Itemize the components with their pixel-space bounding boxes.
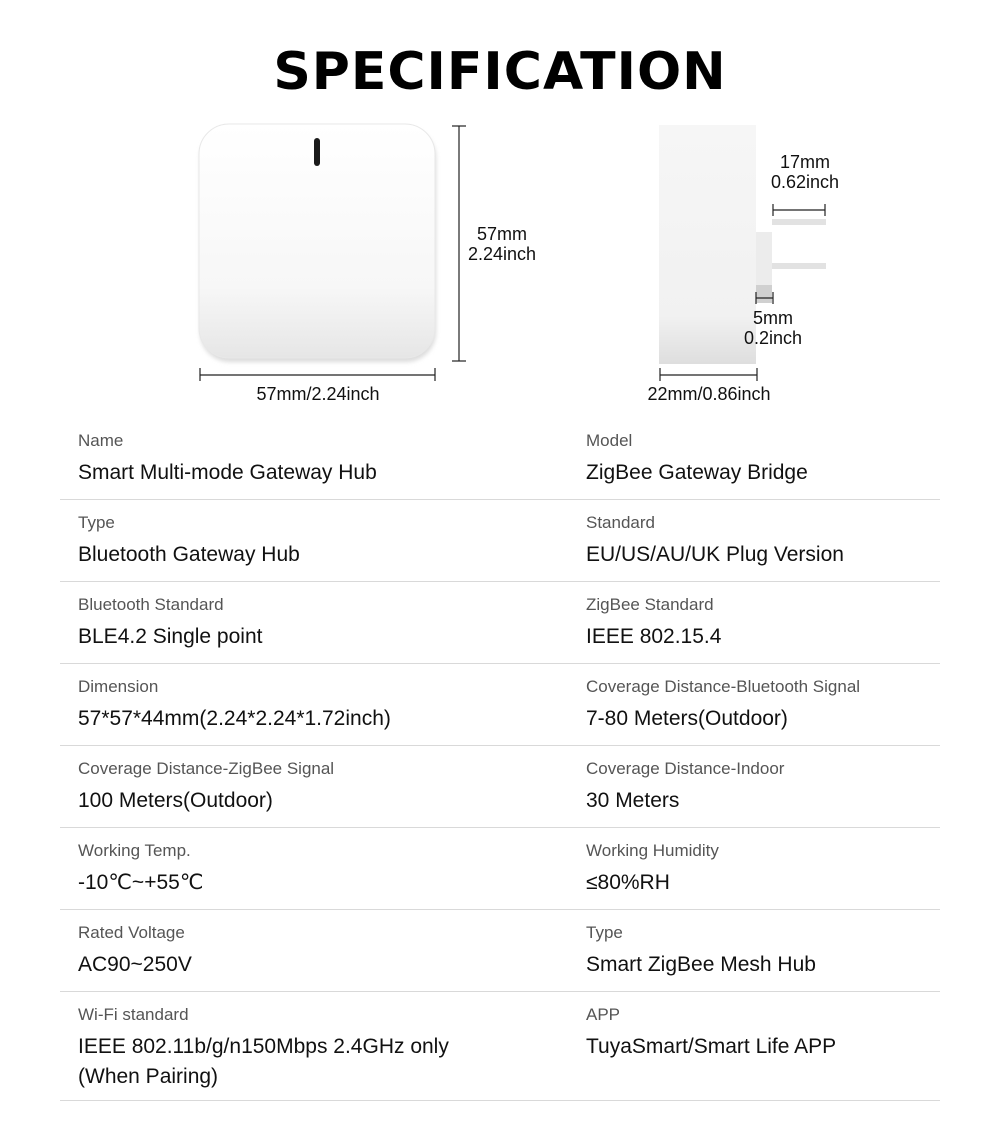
side-depth-label: 22mm/0.86inch (647, 384, 771, 404)
spec-item (586, 512, 936, 570)
front-width-dimension-line (200, 368, 435, 381)
spec-value: 100 Meters(Outdoor) (78, 789, 273, 812)
spec-value: IEEE 802.15.4 (586, 625, 722, 648)
spec-table (60, 418, 940, 1101)
spec-item (586, 758, 936, 816)
front-view (199, 124, 436, 362)
spec-value: ZigBee Gateway Bridge (586, 461, 808, 484)
spec-item (78, 512, 558, 570)
spec-value: 30 Meters (586, 789, 680, 812)
spec-row (60, 992, 940, 1101)
spec-value: BLE4.2 Single point (78, 625, 263, 648)
spec-label: Name (78, 431, 124, 450)
spec-row (60, 664, 940, 746)
spec-label: Type (586, 923, 623, 942)
front-height-label (462, 224, 542, 264)
spec-item (586, 430, 936, 488)
spec-value: AC90~250V (78, 953, 192, 976)
spec-value (78, 1032, 558, 1092)
spec-label: Dimension (78, 677, 159, 696)
side-depth-dimension-line (660, 368, 757, 381)
spec-row (60, 746, 940, 828)
spec-row (60, 582, 940, 664)
plug-length-label (760, 152, 850, 192)
spec-item (78, 676, 558, 734)
spec-value: Smart Multi-mode Gateway Hub (78, 461, 377, 484)
spec-item (586, 594, 936, 652)
spec-row (60, 500, 940, 582)
spec-item (78, 840, 558, 898)
spec-row (60, 828, 940, 910)
spec-item (586, 922, 936, 980)
front-height-inch: 2.24inch (467, 244, 537, 264)
spec-item (78, 922, 558, 980)
spec-label: Working Temp. (78, 841, 191, 860)
spec-value-line: (When Pairing) (78, 1065, 219, 1088)
plug-gap-mm: 5mm (753, 308, 793, 328)
spec-label: Model (586, 431, 633, 450)
spec-value: Smart ZigBee Mesh Hub (586, 953, 816, 976)
spec-label: Wi-Fi standard (78, 1005, 189, 1024)
spec-label: Rated Voltage (78, 923, 185, 942)
spec-item (586, 1004, 936, 1062)
spec-value: Bluetooth Gateway Hub (78, 543, 300, 566)
spec-label: Type (78, 513, 115, 532)
spec-value: 57*57*44mm(2.24*2.24*1.72inch) (78, 707, 391, 730)
plug-length-inch: 0.62inch (770, 172, 840, 192)
spec-value: 7-80 Meters(Outdoor) (586, 707, 788, 730)
plug-length-mm: 17mm (779, 152, 830, 172)
spec-value-line: IEEE 802.11b/g/n150Mbps 2.4GHz only (78, 1035, 449, 1058)
plug-gap-label (733, 308, 813, 348)
spec-item (78, 1004, 558, 1092)
spec-row (60, 910, 940, 992)
front-width-label: 57mm/2.24inch (256, 384, 380, 404)
front-height-mm: 57mm (476, 224, 527, 244)
spec-value: TuyaSmart/Smart Life APP (586, 1035, 837, 1058)
spec-label: Standard (586, 513, 655, 532)
spec-label: ZigBee Standard (586, 595, 714, 614)
plug-length-dimension-line (773, 204, 825, 216)
spec-item (78, 594, 558, 652)
spec-label: Coverage Distance-Indoor (586, 759, 785, 778)
spec-item (78, 430, 558, 488)
plug-gap-inch: 0.2inch (743, 328, 803, 348)
spec-value: ≤80%RH (586, 871, 670, 894)
spec-row (60, 418, 940, 500)
spec-label: Coverage Distance-Bluetooth Signal (586, 677, 861, 696)
led-indicator (314, 138, 320, 166)
spec-item (78, 758, 558, 816)
spec-label: Bluetooth Standard (78, 595, 224, 614)
spec-label: APP (586, 1005, 621, 1024)
spec-item (586, 840, 936, 898)
page-title: SPECIFICATION (273, 42, 727, 102)
spec-label: Coverage Distance-ZigBee Signal (78, 759, 335, 778)
spec-value: -10℃~+55℃ (78, 871, 204, 894)
spec-value: EU/US/AU/UK Plug Version (586, 543, 844, 566)
product-drawings (0, 0, 1000, 410)
spec-item (586, 676, 936, 734)
spec-label: Working Humidity (586, 841, 719, 860)
